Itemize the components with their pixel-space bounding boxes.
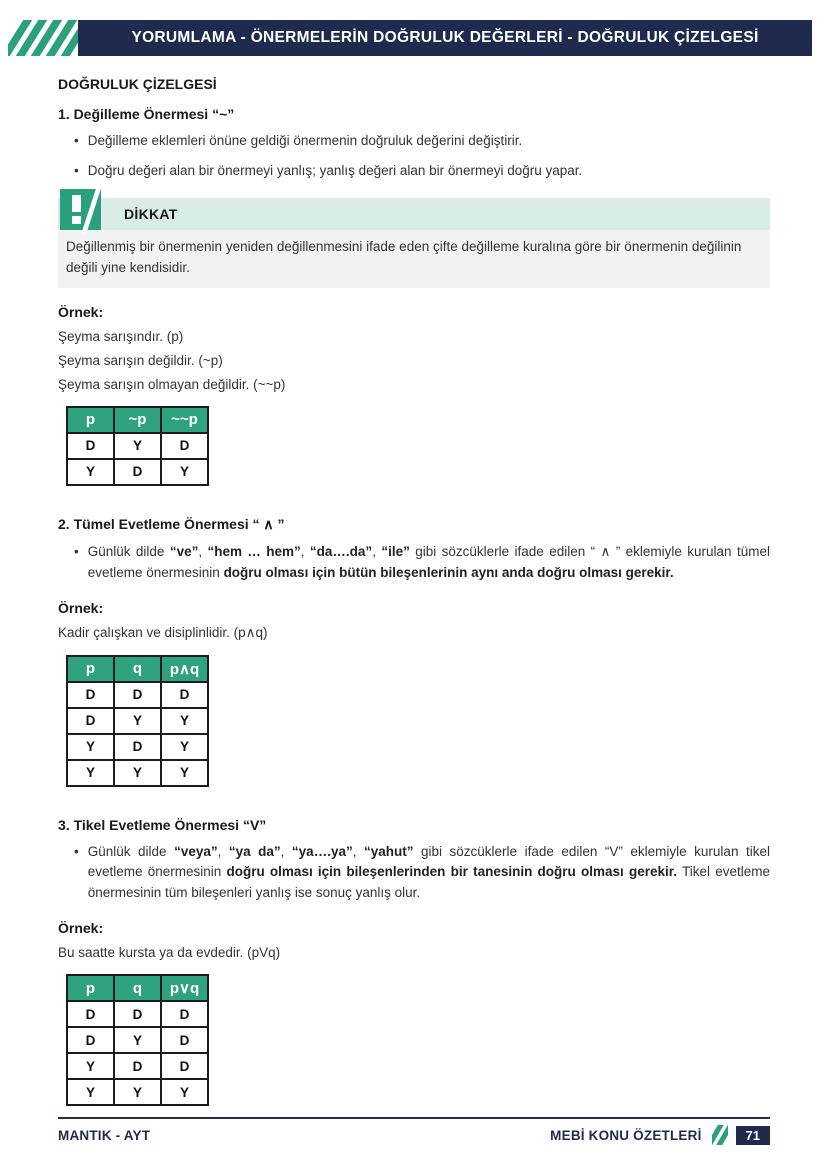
table-header-cell: p∨q <box>161 975 208 1001</box>
table-cell: Y <box>161 760 208 786</box>
truth-table-disjunction <box>66 974 209 1106</box>
table-cell: Y <box>67 1053 114 1079</box>
exclamation-dot <box>72 216 81 224</box>
table-row <box>67 459 208 485</box>
table-header-cell: p <box>67 975 114 1001</box>
attention-box <box>58 198 770 288</box>
table-cell: D <box>161 1053 208 1079</box>
example-label: Örnek: <box>58 303 104 320</box>
table-header-cell: ~~p <box>161 407 208 433</box>
table-cell: Y <box>67 1079 114 1105</box>
footer-brand-label: MEBİ KONU ÖZETLERİ <box>550 1127 702 1143</box>
footer-course-label: MANTIK - AYT <box>58 1127 151 1143</box>
warning-icon <box>60 189 101 230</box>
example-line: Şeyma sarışındır. (p) <box>58 328 184 344</box>
table-row <box>67 708 208 734</box>
table-header-cell: p∧q <box>161 656 208 682</box>
example-line: Kadir çalışkan ve disiplinlidir. (p∧q) <box>58 624 268 640</box>
table-header-cell: q <box>114 656 161 682</box>
example-label: Örnek: <box>58 599 104 616</box>
table-cell: D <box>67 708 114 734</box>
table-cell: Y <box>114 760 161 786</box>
table-cell: D <box>114 682 161 708</box>
truth-table-negation <box>66 406 209 486</box>
table-cell: D <box>67 682 114 708</box>
page-title: YORUMLAMA - ÖNERMELERİN DOĞRULUK DEĞERLERİ - DOĞRULUK ÇİZELGESİ <box>131 29 759 46</box>
bullet-text: Doğru değeri alan bir önermeyi yanlış; yanlış değeri alan bir önermeyi doğru yapar. <box>87 162 583 178</box>
table-cell: D <box>161 1027 208 1053</box>
table-row <box>67 734 208 760</box>
page-header <box>8 20 812 56</box>
table-cell: Y <box>114 708 161 734</box>
example-line: Şeyma sarışın değildir. (~p) <box>58 352 223 368</box>
page-number: 71 <box>736 1126 770 1145</box>
table-row <box>67 1053 208 1079</box>
table-header-row <box>67 656 208 682</box>
table-header-cell: ~p <box>114 407 161 433</box>
table-cell: D <box>161 1001 208 1027</box>
table-row <box>67 760 208 786</box>
content <box>0 76 828 1106</box>
example-label: Örnek: <box>58 920 104 937</box>
header-band <box>78 20 812 56</box>
bullet-icon: • <box>74 162 79 178</box>
table-row <box>67 1079 208 1105</box>
table-cell: D <box>161 433 208 459</box>
bullet-text: Günlük dilde “veya”, “ya da”, “ya….ya”, “yahut” gibi sözcüklerle ifade edilen “V” eklemiyle kurulan tikel evetleme önermesinin doğru olması için bileşenlerinden bir tanesinin doğru olması gerekir. Tikel evetleme önermesinin tüm bileşenleri yanlış ise sonuç yanlış olur. <box>87 843 770 901</box>
table-header-row <box>67 975 208 1001</box>
section3-title: 3. Tikel Evetleme Önermesi “V” <box>58 816 267 833</box>
section2-title: 2. Tümel Evetleme Önermesi “ ∧ ” <box>58 515 285 532</box>
bullet-item <box>74 842 770 905</box>
page-footer <box>58 1117 770 1145</box>
bullet-icon: • <box>74 133 79 148</box>
attention-label: DİKKAT <box>124 205 178 222</box>
attention-header <box>58 198 770 230</box>
bullet-item <box>74 542 770 584</box>
table-row <box>67 682 208 708</box>
table-header-cell: q <box>114 975 161 1001</box>
table-row <box>67 433 208 459</box>
section1-title: 1. Değilleme Önermesi “~” <box>58 106 235 122</box>
table-cell: Y <box>161 459 208 485</box>
table-cell: Y <box>161 1079 208 1105</box>
table-cell: D <box>114 1001 161 1027</box>
table-row <box>67 1001 208 1027</box>
table-cell: Y <box>114 433 161 459</box>
table-cell: D <box>67 433 114 459</box>
footer-stripes-decoration <box>712 1125 728 1145</box>
attention-text: Değillenmiş bir önermenin yeniden değillenmesini ifade eden çifte değilleme kuralına göre bir önermenin değilinin değili yine kendisidir. <box>58 230 770 288</box>
bullet-icon: • <box>74 843 79 859</box>
truth-table-conjunction <box>66 655 209 787</box>
table-cell: D <box>67 1001 114 1027</box>
bullet-icon: • <box>74 543 79 559</box>
table-cell: Y <box>67 459 114 485</box>
table-header-cell: p <box>67 656 114 682</box>
footer-right-group <box>550 1125 770 1145</box>
main-heading: DOĞRULUK ÇİZELGESİ <box>58 76 217 92</box>
table-cell: D <box>114 459 161 485</box>
table-cell: D <box>161 682 208 708</box>
table-cell: Y <box>161 734 208 760</box>
table-cell: D <box>67 1027 114 1053</box>
example-line: Şeyma sarışın olmayan değildir. (~~p) <box>58 376 286 392</box>
footer-row <box>58 1117 770 1145</box>
table-cell: D <box>114 1053 161 1079</box>
table-cell: D <box>114 734 161 760</box>
table-cell: Y <box>67 734 114 760</box>
table-cell: Y <box>114 1027 161 1053</box>
table-cell: Y <box>67 760 114 786</box>
exclamation-bar <box>72 195 81 212</box>
bullet-item <box>74 131 770 152</box>
bullet-item <box>74 161 770 182</box>
table-row <box>67 1027 208 1053</box>
table-header-cell: p <box>67 407 114 433</box>
bullet-text: Günlük dilde “ve”, “hem … hem”, “da….da”, “ile” gibi sözcüklerle ifade edilen “ ∧ ” eklemiyle kurulan tümel evetleme önermesinin doğru olması için bütün bileşenlerinin aynı anda doğru olması gerekir. <box>87 543 770 580</box>
example-line: Bu saatte kursta ya da evdedir. (pVq) <box>58 945 281 961</box>
table-header-row <box>67 407 208 433</box>
table-cell: Y <box>114 1079 161 1105</box>
bullet-text: Değilleme eklemleri önüne geldiği önermenin doğruluk değerini değiştirir. <box>87 133 523 148</box>
table-cell: Y <box>161 708 208 734</box>
header-stripes-decoration <box>8 20 86 56</box>
